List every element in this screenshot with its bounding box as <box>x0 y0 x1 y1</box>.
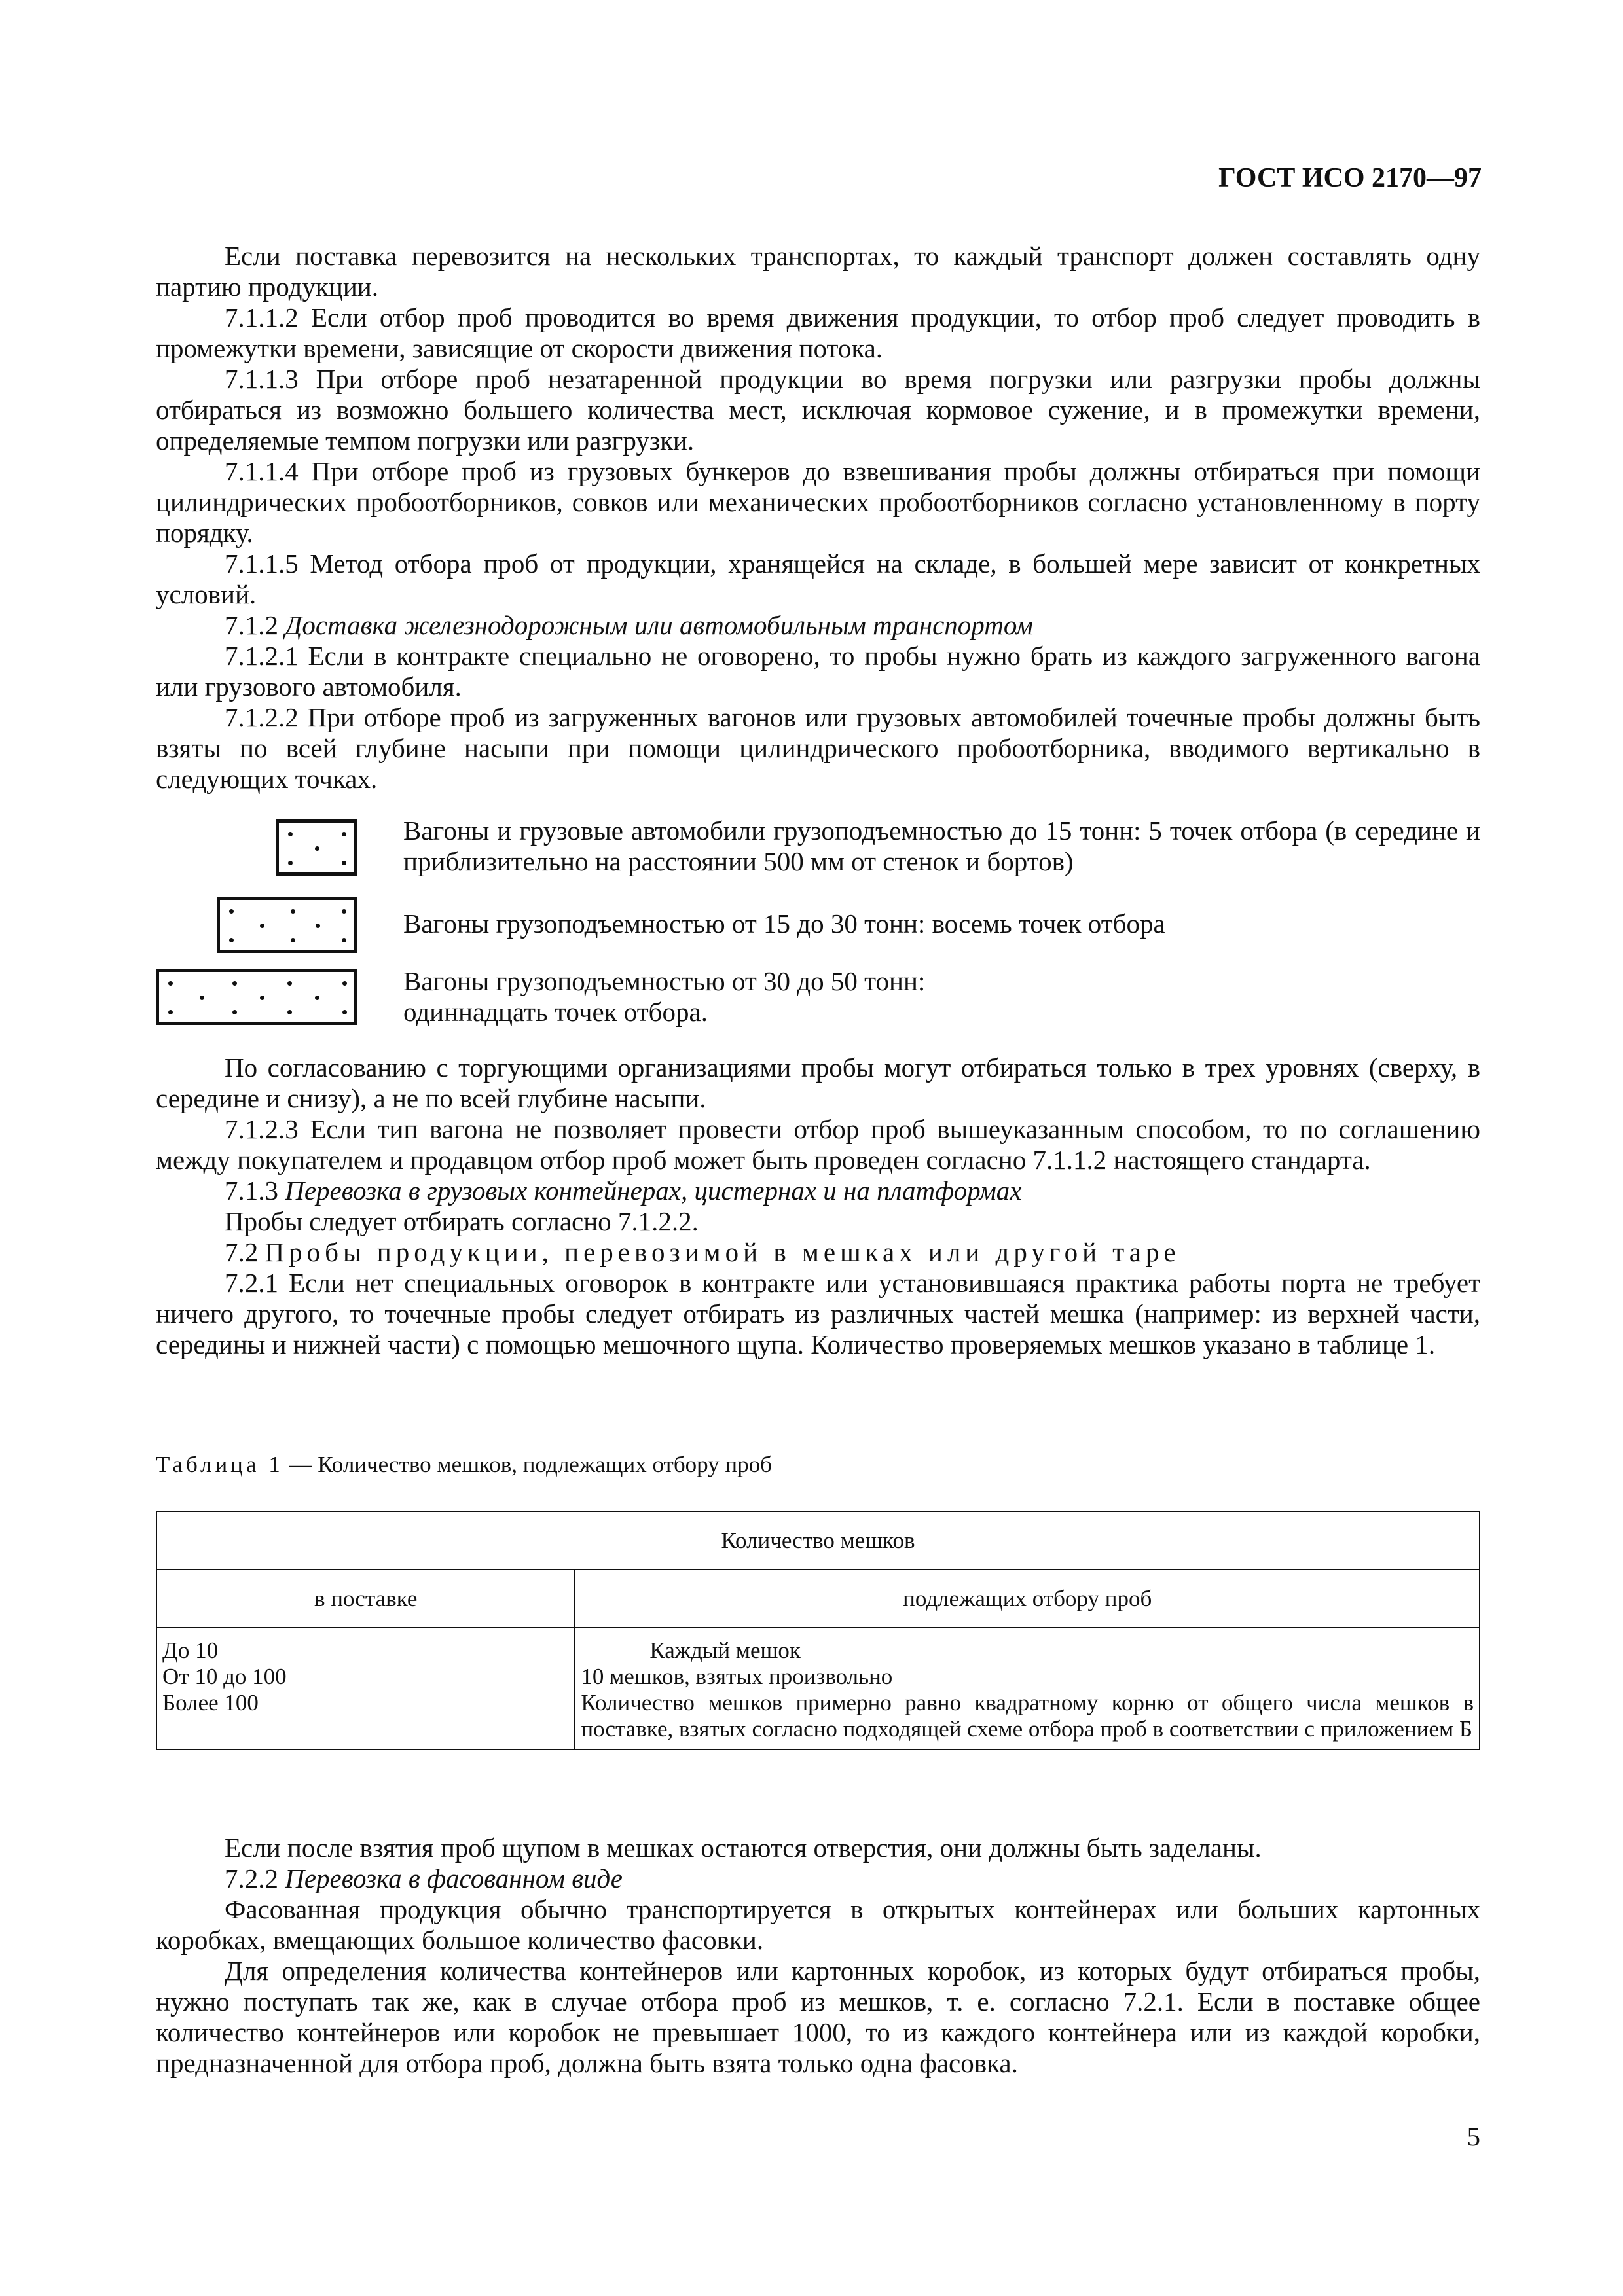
paragraph: 7.1.1.2 Если отбор проб проводится во время движения продукции, то отбор проб следует проводить в промежутки времени, зависящие от скорости движения потока. <box>156 302 1480 363</box>
bags-table <box>156 1511 1480 1750</box>
wagon-5-points <box>276 819 357 876</box>
sampling-point <box>291 938 295 942</box>
table-header-row <box>156 1511 1480 1570</box>
table-caption-text: — Количество мешков, подлежащих отбору проб <box>283 1452 772 1477</box>
sampling-point <box>315 996 319 1000</box>
text-block-top <box>156 241 1480 795</box>
table-cell-line: 10 мешков, взятых произвольно <box>581 1664 893 1689</box>
sampling-point <box>168 981 173 986</box>
text-block-bottom <box>156 1833 1480 2079</box>
section-heading-7-1-3 <box>156 1175 1480 1206</box>
wagon-8-points <box>217 897 357 953</box>
table-header-row <box>156 1570 1480 1628</box>
paragraph: Если поставка перевозится на нескольких транспортах, то каждый транспорт должен составлять одну партию продукции. <box>156 241 1480 302</box>
table-cell-line: Каждый мешок <box>649 1638 801 1663</box>
sampling-point <box>229 938 234 942</box>
table-caption-label: Таблица 1 <box>156 1452 283 1477</box>
sampling-point <box>287 981 292 986</box>
wagon-11-points <box>156 969 357 1025</box>
diagram-label: Вагоны грузоподъемностью от 15 до 30 тонн: восемь точек отбора <box>403 908 1165 939</box>
section-title: Перевозка в грузовых контейнерах, цистернах и на платформах <box>285 1175 1022 1206</box>
sampling-point <box>287 1010 292 1014</box>
paragraph: 7.2.1 Если нет специальных оговорок в контракте или установившаяся практика работы порта не требует ничего другого, то точечные пробы следует отбирать из различных частей мешка (например: из верхней части, середины и нижней части) с помощью мешочного щупа. Количество проверяемых мешков указано в таблице 1. <box>156 1268 1480 1359</box>
table-cell-col2 <box>575 1628 1480 1749</box>
table-header-main: Количество мешков <box>156 1511 1480 1570</box>
page-number: 5 <box>1467 2121 1480 2151</box>
section-heading-7-2 <box>156 1237 1480 1268</box>
diagram-label-line: Вагоны грузоподъемностью от 30 до 50 тонн: <box>403 966 926 996</box>
section-number: 7.2.2 <box>225 1863 278 1893</box>
sampling-point <box>316 924 320 928</box>
sampling-point <box>342 938 346 942</box>
sampling-point <box>260 996 264 1000</box>
paragraph: По согласованию с торгующими организациями пробы могут отбираться только в трех уровнях (сверху, в середине и снизу), а не по всей глубине насыпи. <box>156 1052 1480 1113</box>
table-cell-col1 <box>156 1628 575 1749</box>
sampling-point <box>288 832 293 836</box>
paragraph: 7.1.1.4 При отборе проб из грузовых бункеров до взвешивания пробы должны отбираться при помощи цилиндрических пробоотборников, совков или механических пробоотборников согласно установленному в порту порядку. <box>156 456 1480 548</box>
paragraph: 7.1.2.2 При отборе проб из загруженных вагонов или грузовых автомобилей точечные пробы должны быть взяты по всей глубине насыпи при помощи цилиндрического пробоотборника, вводимого вертикально в следующих точках. <box>156 702 1480 794</box>
table-cell-line: Количество мешков примерно равно квадратному корню от общего числа мешков в поставке, взятых согласно подходящей схеме отбора проб в соответствии с приложением Б <box>581 1690 1474 1742</box>
paragraph: Фасованная продукция обычно транспортируется в открытых контейнерах или больших картонных коробках, вмещающих большое количество фасовки. <box>156 1894 1480 1955</box>
sampling-point <box>342 861 346 865</box>
table-header-col2: подлежащих отбору проб <box>575 1570 1480 1628</box>
paragraph: 7.1.2.3 Если тип вагона не позволяет провести отбор проб вышеуказанным способом, то по соглашению между покупателем и продавцом отбор проб может быть проведен согласно 7.1.1.2 настоящего стандарта. <box>156 1114 1480 1175</box>
paragraph: 7.1.1.3 При отборе проб незатаренной продукции во время погрузки или разгрузки пробы должны отбираться из возможно большего количества мест, исключая кормовое сужение, и в промежутки времени, определяемые темпом погрузки или разгрузки. <box>156 364 1480 456</box>
section-title: Перевозка в фасованном виде <box>285 1863 623 1893</box>
paragraph: Пробы следует отбирать согласно 7.1.2.2. <box>225 1206 699 1236</box>
paragraph: Для определения количества контейнеров или картонных коробок, из которых будут отбираться пробы, нужно поступать так же, как в случае отбора проб из мешков, т. е. согласно 7.2.1. Если в поставке общее количество контейнеров или коробок не превышает 1000, то из каждого контейнера или из каждой коробки, предназначенной для отбора проб, должна быть взята только одна фасовка. <box>156 1956 1480 2078</box>
paragraph: Если после взятия проб щупом в мешках остаются отверстия, они должны быть заделаны. <box>225 1833 1262 1863</box>
table-cell-line: Более 100 <box>162 1690 259 1715</box>
sampling-point <box>200 996 204 1000</box>
section-number: 7.2 <box>225 1237 259 1267</box>
table-row <box>156 1628 1480 1749</box>
sampling-point <box>232 1010 237 1014</box>
diagram-label-line: одиннадцать точек отбора. <box>403 997 708 1027</box>
section-number: 7.1.3 <box>225 1175 278 1206</box>
sampling-point <box>168 1010 173 1014</box>
table-caption <box>156 1452 772 1478</box>
section-number: 7.1.2 <box>225 610 278 640</box>
sampling-point <box>288 861 293 865</box>
standard-header: ГОСТ ИСО 2170—97 <box>1218 163 1482 193</box>
section-heading-7-1-2 <box>156 610 1480 641</box>
table-cell-line: От 10 до 100 <box>162 1664 287 1689</box>
sampling-point <box>342 832 346 836</box>
section-heading-7-2-2 <box>156 1863 1480 1894</box>
diagram-label: Вагоны и грузовые автомобили грузоподъемностью до 15 тонн: 5 точек отбора (в середине и приблизительно на расстоянии 500 мм от стенок и бортов) <box>403 816 1480 876</box>
paragraph: 7.1.2.1 Если в контракте специально не оговорено, то пробы нужно брать из каждого загруженного вагона или грузового автомобиля. <box>156 641 1480 702</box>
sampling-point <box>291 909 295 914</box>
table-cell-line: До 10 <box>162 1638 219 1663</box>
text-block-middle <box>156 1052 1480 1360</box>
table-header-col1: в поставке <box>156 1570 575 1628</box>
sampling-point <box>342 1010 347 1014</box>
sampling-point <box>229 909 234 914</box>
paragraph: 7.1.1.5 Метод отбора проб от продукции, хранящейся на складе, в большей мере зависит от конкретных условий. <box>156 548 1480 609</box>
sampling-point <box>232 981 237 986</box>
sampling-point <box>260 924 264 928</box>
diagram-label <box>403 966 1480 1028</box>
sampling-point <box>315 846 319 851</box>
section-title: Доставка железнодорожным или автомобильным транспортом <box>285 610 1033 640</box>
sampling-point <box>342 981 347 986</box>
section-title: Пробы продукции, перевозимой в мешках или другой таре <box>264 1237 1180 1267</box>
sampling-point <box>342 909 346 914</box>
